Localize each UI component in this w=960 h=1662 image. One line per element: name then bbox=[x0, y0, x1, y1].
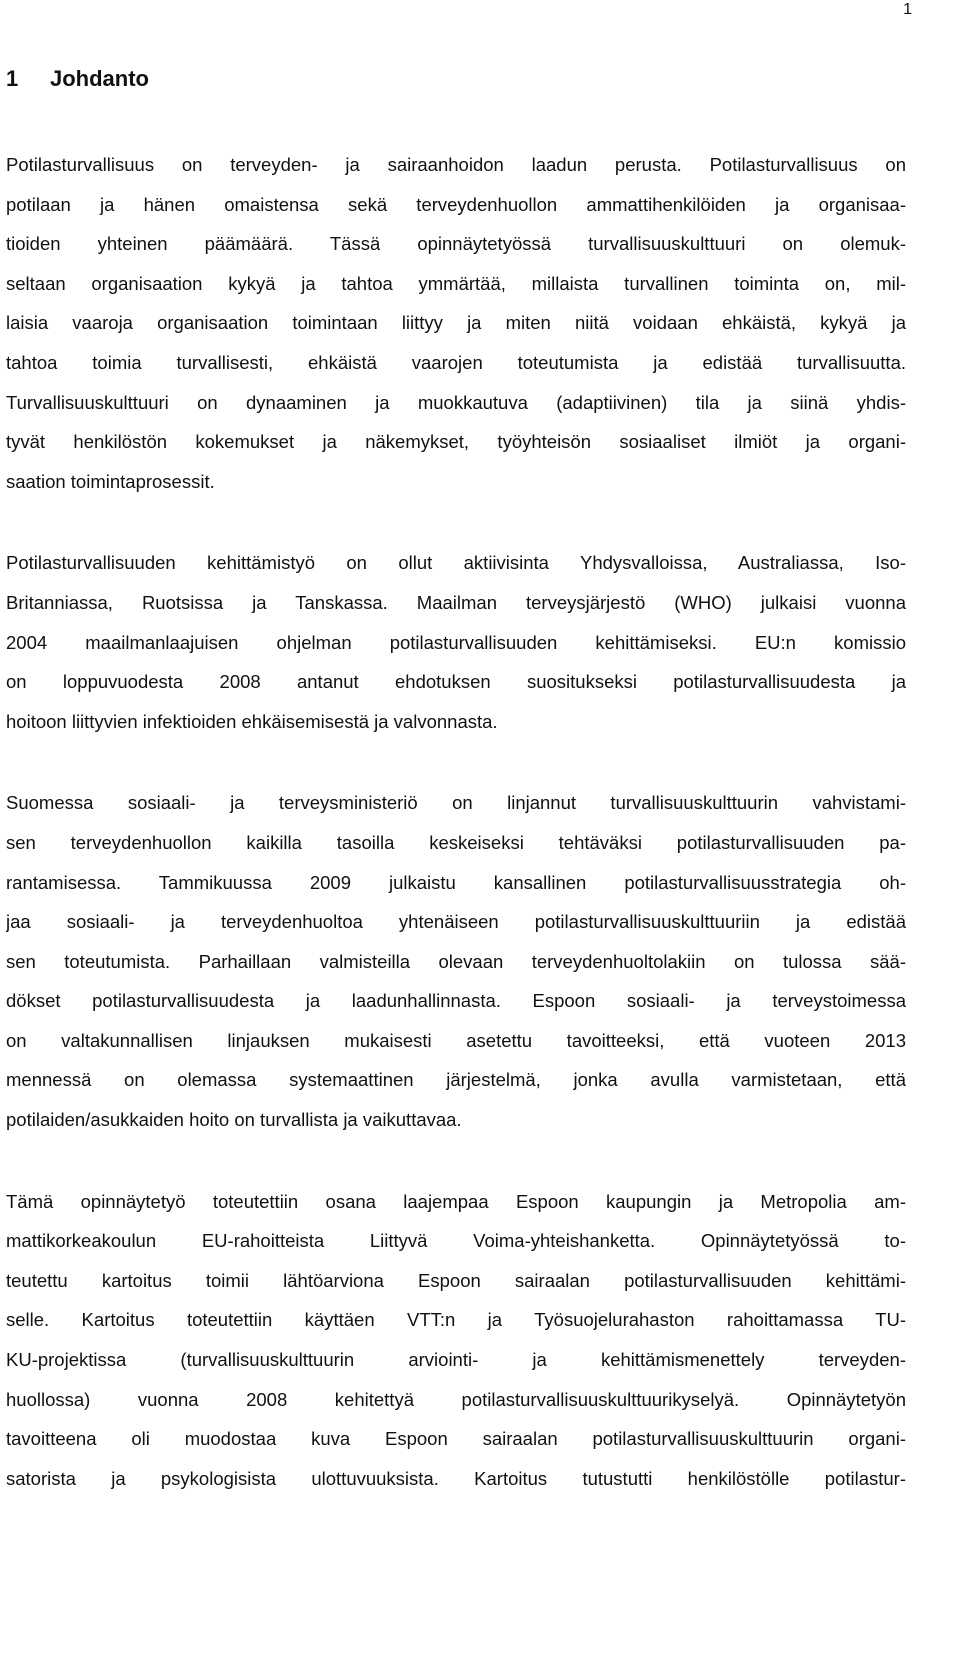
text-line: Potilasturvallisuuden kehittämistyö on ollut aktiivisinta Yhdysvalloissa, Australiassa, Iso- bbox=[6, 552, 906, 574]
text-line: rantamisessa. Tammikuussa 2009 julkaistu kansallinen potilasturvallisuusstrategia oh- bbox=[6, 871, 906, 893]
text-line: Suomessa sosiaali- ja terveysministeriö on linjannut turvallisuuskulttuurin vahvistami- bbox=[6, 792, 906, 814]
chapter-title: Johdanto bbox=[50, 66, 149, 91]
text-line: saation toimintaprosessit. bbox=[6, 470, 215, 492]
text-line: satorista ja psykologisista ulottuvuuksista. Kartoitus tutustutti henkilöstölle potilastur- bbox=[6, 1467, 906, 1489]
text-line: huollossa) vuonna 2008 kehitettyä potilasturvallisuuskulttuurikyselyä. Opinnäytetyön bbox=[6, 1388, 906, 1410]
text-line: dökset potilasturvallisuudesta ja laadunhallinnasta. Espoon sosiaali- ja terveystoimessa bbox=[6, 990, 906, 1012]
text-line: tahtoa toimia turvallisesti, ehkäistä vaarojen toteutumista ja edistää turvallisuutta. bbox=[6, 351, 906, 373]
paragraph-gap bbox=[6, 741, 906, 783]
paragraph-gap bbox=[6, 501, 906, 543]
text-line: Tämä opinnäytetyö toteutettiin osana laajempaa Espoon kaupungin ja Metropolia am- bbox=[6, 1190, 906, 1212]
text-line: hoitoon liittyvien infektioiden ehkäisemisestä ja valvonnasta. bbox=[6, 710, 498, 732]
page-number: 1 bbox=[903, 1, 912, 18]
text-line: mattikorkeakoulun EU-rahoitteista Liittyvä Voima-yhteishanketta. Opinnäytetyössä to- bbox=[6, 1230, 906, 1252]
paragraph-4 bbox=[6, 1182, 906, 1499]
text-line: selle. Kartoitus toteutettiin käyttäen VTT:n ja Työsuojelurahaston rahoittamassa TU- bbox=[6, 1309, 906, 1331]
text-line: Potilasturvallisuus on terveyden- ja sairaanhoidon laadun perusta. Potilasturvallisuus on bbox=[6, 154, 906, 175]
text-line: Turvallisuuskulttuuri on dynaaminen ja muokkautuva (adaptiivinen) tila ja siinä yhdis- bbox=[6, 391, 906, 413]
text-line: Britanniassa, Ruotsissa ja Tanskassa. Maailman terveysjärjestö (WHO) julkaisi vuonna bbox=[6, 591, 906, 613]
paragraph-1 bbox=[6, 145, 906, 501]
text-line: potilaan ja hänen omaistensa sekä terveydenhuollon ammattihenkilöiden ja organisaa- bbox=[6, 193, 906, 215]
text-line: tioiden yhteinen päämäärä. Tässä opinnäytetyössä turvallisuuskulttuuri on olemuk- bbox=[6, 233, 906, 255]
text-line: sen toteutumista. Parhaillaan valmisteilla olevaan terveydenhuoltolakiin on tulossa sää- bbox=[6, 950, 906, 972]
paragraph-3 bbox=[6, 783, 906, 1139]
text-line: on valtakunnallisen linjauksen mukaisesti asetettu tavoitteeksi, että vuoteen 2013 bbox=[6, 1029, 906, 1051]
text-line: potilaiden/asukkaiden hoito on turvallista ja vaikuttavaa. bbox=[6, 1109, 462, 1131]
text-line: seltaan organisaation kykyä ja tahtoa ymmärtää, millaista turvallinen toiminta on, mil- bbox=[6, 272, 906, 294]
text-line: jaa sosiaali- ja terveydenhuoltoa yhtenäiseen potilasturvallisuuskulttuuriin ja edistää bbox=[6, 911, 906, 933]
paragraph-2 bbox=[6, 543, 906, 741]
chapter-heading bbox=[6, 64, 149, 94]
paragraph-gap bbox=[6, 1140, 906, 1182]
text-line: sen terveydenhuollon kaikilla tasoilla keskeiseksi tehtäväksi potilasturvallisuuden pa- bbox=[6, 831, 906, 853]
text-line: laisia vaaroja organisaation toimintaan liittyy ja miten niitä voidaan ehkäistä, kykyä ja bbox=[6, 312, 906, 334]
chapter-number: 1 bbox=[6, 66, 19, 91]
text-line: 2004 maailmanlaajuisen ohjelman potilasturvallisuuden kehittämiseksi. EU:n komissio bbox=[6, 631, 906, 653]
text-line: teutettu kartoitus toimii lähtöarviona Espoon sairaalan potilasturvallisuuden kehittämi- bbox=[6, 1269, 906, 1291]
text-line: KU-projektissa (turvallisuuskulttuurin arviointi- ja kehittämismenettely terveyden- bbox=[6, 1349, 906, 1371]
text-line: mennessä on olemassa systemaattinen järjestelmä, jonka avulla varmistetaan, että bbox=[6, 1069, 906, 1091]
text-line: tyvät henkilöstön kokemukset ja näkemykset, työyhteisön sosiaaliset ilmiöt ja organi- bbox=[6, 431, 906, 453]
body-text bbox=[6, 145, 906, 1498]
text-line: on loppuvuodesta 2008 antanut ehdotuksen suositukseksi potilasturvallisuudesta ja bbox=[6, 671, 906, 693]
text-line: tavoitteena oli muodostaa kuva Espoon sairaalan potilasturvallisuuskulttuurin organi- bbox=[6, 1428, 906, 1450]
